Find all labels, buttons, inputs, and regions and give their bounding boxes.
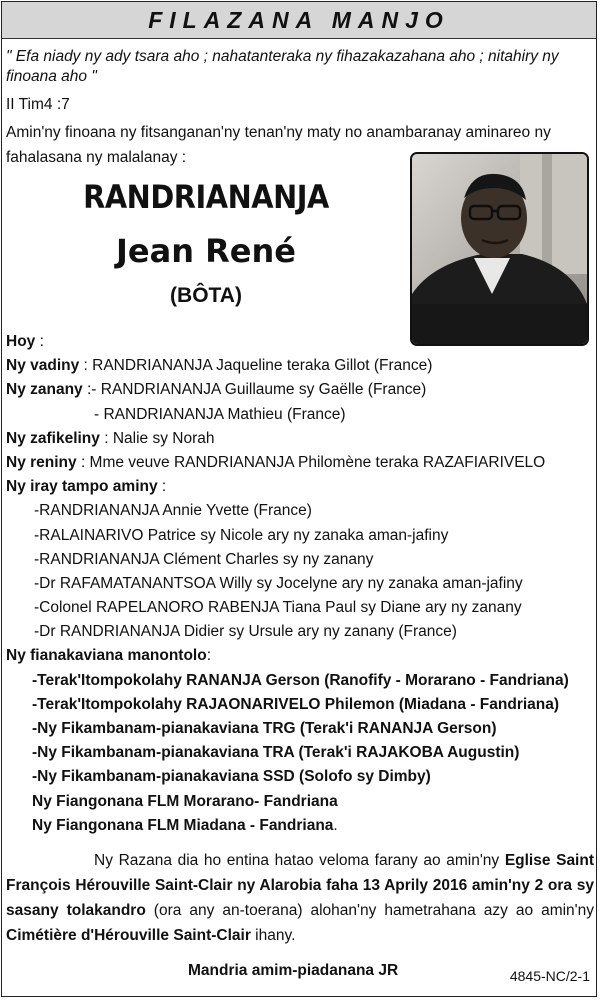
children-line xyxy=(6,378,598,402)
intro-text: Amin'ny finoana ny fitsanganan'ny tenan'ny maty no anambaranay aminareo ny fahalasana ny malalanay : xyxy=(6,124,551,166)
relatives-suffix: : xyxy=(206,647,212,665)
deceased-surname: RANDRIANANJA xyxy=(83,178,329,216)
funeral-text xyxy=(6,848,594,948)
grandchildren-text: : Nalie sy Norah xyxy=(99,429,215,447)
relative-item: -Ny Fikambanam-pianakaviana TRA (Terak'i RAJAKOBA Augustin) xyxy=(32,744,520,762)
mother-text: : Mme veuve RANDRIANANJA Philomène teraka RAZAFIARIVELO xyxy=(76,453,546,471)
relative-last-suffix: . xyxy=(333,816,338,834)
relative-last-text: Ny Fiangonana FLM Miadana - Fandriana xyxy=(32,816,334,834)
relative-item: Ny Fiangonana FLM Morarano- Fandriana xyxy=(32,792,338,810)
children-second-line xyxy=(6,403,598,427)
siblings-line xyxy=(6,475,598,499)
notice-header xyxy=(2,2,596,39)
header-title: FILAZANA MANJO xyxy=(148,7,450,33)
deceased-given-names: Jean René xyxy=(116,232,296,270)
sibling-item: -RALAINARIVO Patrice sy Nicole ary ny zanaka aman-jafiny xyxy=(34,526,449,544)
relative-item: -Ny Fikambanam-pianakaviana TRG (Terak'i RANANJA Gerson) xyxy=(32,720,497,737)
bible-quote: " Efa niady ny ady tsara aho ; nahatanteraka ny fihazakazahana aho ; nitahiry ny finoana aho " xyxy=(6,48,559,85)
portrait-illustration xyxy=(412,154,587,344)
sibling-item: -RANDRIANANJA Annie Yvette (France) xyxy=(34,502,312,520)
funeral-t1: Ny Razana dia ho entina hatao veloma farany ao amin'ny xyxy=(94,852,505,869)
signature: Mandria amim-piadanana JR xyxy=(188,962,399,979)
wife-text: : RANDRIANANJA Jaqueline teraka Gillot (France) xyxy=(79,357,433,375)
sibling-item: -Dr RANDRIANANJA Didier sy Ursule ary ny zanany (France) xyxy=(34,623,457,641)
mother-line xyxy=(6,451,598,475)
relative-item: -Terak'Itompokolahy RANANJA Gerson (Ranofify - Morarano - Fandriana) xyxy=(32,671,569,689)
obituary-notice xyxy=(1,1,597,997)
wife-line xyxy=(6,354,598,378)
funeral-b1: Eglise Saint François Hérouville Saint-Clair ny Alarobia faha 13 Aprily 2016 amin'ny 2 ora sy sasany tolakandro xyxy=(6,852,594,919)
hoy-label: Hoy xyxy=(6,333,36,350)
deceased-nickname: (BÔTA) xyxy=(170,284,242,307)
grandchildren-line xyxy=(6,427,598,451)
grandchildren-label: Ny zafikeliny xyxy=(6,429,100,447)
reference-code: 4845-NC/2-1 xyxy=(509,968,590,984)
relatives-line xyxy=(6,644,598,668)
children-label: Ny zanany xyxy=(6,381,83,399)
relatives-label: Ny fianakaviana manontolo xyxy=(6,647,207,665)
children-first: :- RANDRIANANJA Guillaume sy Gaëlle (France) xyxy=(82,381,427,399)
relative-item: -Terak'Itompokolahy RAJAONARIVELO Philemon (Miadana - Fandriana) xyxy=(32,695,560,713)
funeral-t2: (ora any an-toerana) alohan'ny hametrahana azy ao amin'ny xyxy=(145,902,594,919)
siblings-label: Ny iray tampo aminy xyxy=(6,478,158,496)
sibling-item: -Dr RAFAMATANANTSOA Willy sy Jocelyne ary ny zanaka aman-jafiny xyxy=(34,574,523,592)
portrait-photo xyxy=(410,152,589,346)
sibling-item: -RANDRIANANJA Clément Charles sy ny zanany xyxy=(34,550,374,568)
bible-reference: II Tim4 :7 xyxy=(6,96,70,113)
wife-label: Ny vadiny xyxy=(6,357,80,375)
children-second: - RANDRIANANJA Mathieu (France) xyxy=(94,405,346,423)
mother-label: Ny reniny xyxy=(6,453,77,471)
hoy-suffix: : xyxy=(35,333,44,350)
siblings-suffix: : xyxy=(157,478,167,496)
funeral-paragraph xyxy=(6,848,594,948)
funeral-b2: Cimétière d'Hérouville Saint-Clair xyxy=(6,927,251,944)
relative-item: -Ny Fikambanam-pianakaviana SSD (Solofo sy Dimby) xyxy=(32,768,431,786)
family-list xyxy=(6,330,598,838)
funeral-t3: ihany. xyxy=(250,927,296,944)
hoy-line xyxy=(6,330,598,354)
relative-item-last xyxy=(6,814,598,838)
sibling-item: -Colonel RAPELANORO RABENJA Tiana Paul sy Diane ary ny zanany xyxy=(34,599,522,617)
